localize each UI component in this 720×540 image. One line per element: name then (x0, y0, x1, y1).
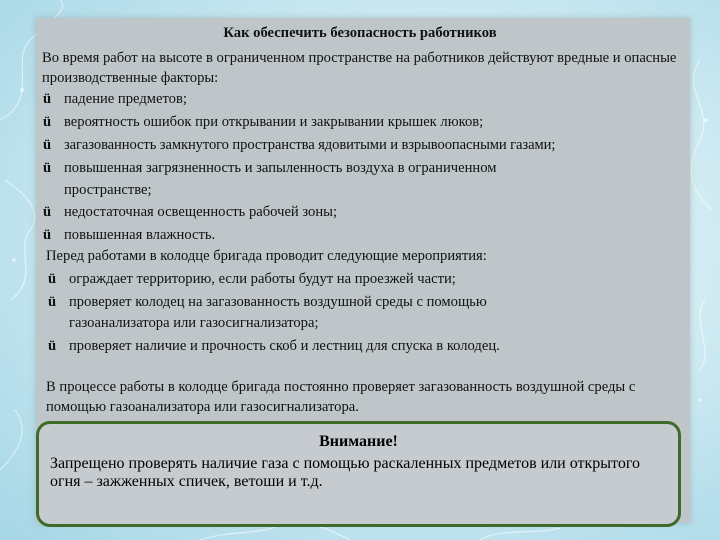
checkmark-icon: ü (48, 271, 57, 287)
process-paragraph: В процессе работы в колодце бригада постоянно проверяет загазованность воздушной среды с помощью газоанализатора или газосигнализатора. (46, 379, 636, 416)
factor-item: вероятность ошибок при открывании и закрывании крышек люков; (64, 114, 484, 130)
checkmark-icon: ü (43, 227, 52, 243)
page-title: Как обеспечить безопасность работников (223, 25, 497, 41)
checkmark-icon: ü (43, 114, 52, 130)
factor-item: повышенная загрязненность и запыленность воздуха в ограниченном (64, 160, 497, 176)
measures-intro: Перед работами в колодце бригада проводит следующие мероприятия: (46, 248, 487, 264)
factor-item: повышенная влажность. (64, 227, 216, 243)
measure-item: ограждает территорию, если работы будут на проезжей части; (69, 271, 456, 287)
checkmark-icon: ü (43, 204, 52, 220)
warning-title: Внимание! (319, 433, 398, 450)
checkmark-icon: ü (43, 91, 52, 107)
factor-item-continuation: пространстве; (64, 182, 152, 198)
checkmark-icon: ü (43, 160, 52, 176)
factor-item: падение предметов; (64, 91, 187, 107)
checkmark-icon: ü (48, 338, 57, 354)
factor-item: недостаточная освещенность рабочей зоны; (64, 204, 338, 220)
checkmark-icon: ü (43, 137, 52, 153)
measure-item: проверяет колодец на загазованность воздушной среды с помощью (69, 294, 487, 310)
checkmark-icon: ü (48, 294, 57, 310)
measure-item-continuation: газоанализатора или газосигнализатора; (69, 315, 319, 331)
warning-text: Запрещено проверять наличие газа с помощью раскаленных предметов или открытого огня – зажженных спичек, ветоши и т.д. (50, 455, 640, 490)
intro-paragraph: Во время работ на высоте в ограниченном пространстве на работников действуют вредные и опасные производственные факторы: (42, 50, 677, 87)
measure-item: проверяет наличие и прочность скоб и лестниц для спуска в колодец. (69, 338, 500, 354)
factor-item: загазованность замкнутого пространства ядовитыми и взрывоопасными газами; (64, 137, 556, 153)
warning-box (36, 421, 681, 527)
